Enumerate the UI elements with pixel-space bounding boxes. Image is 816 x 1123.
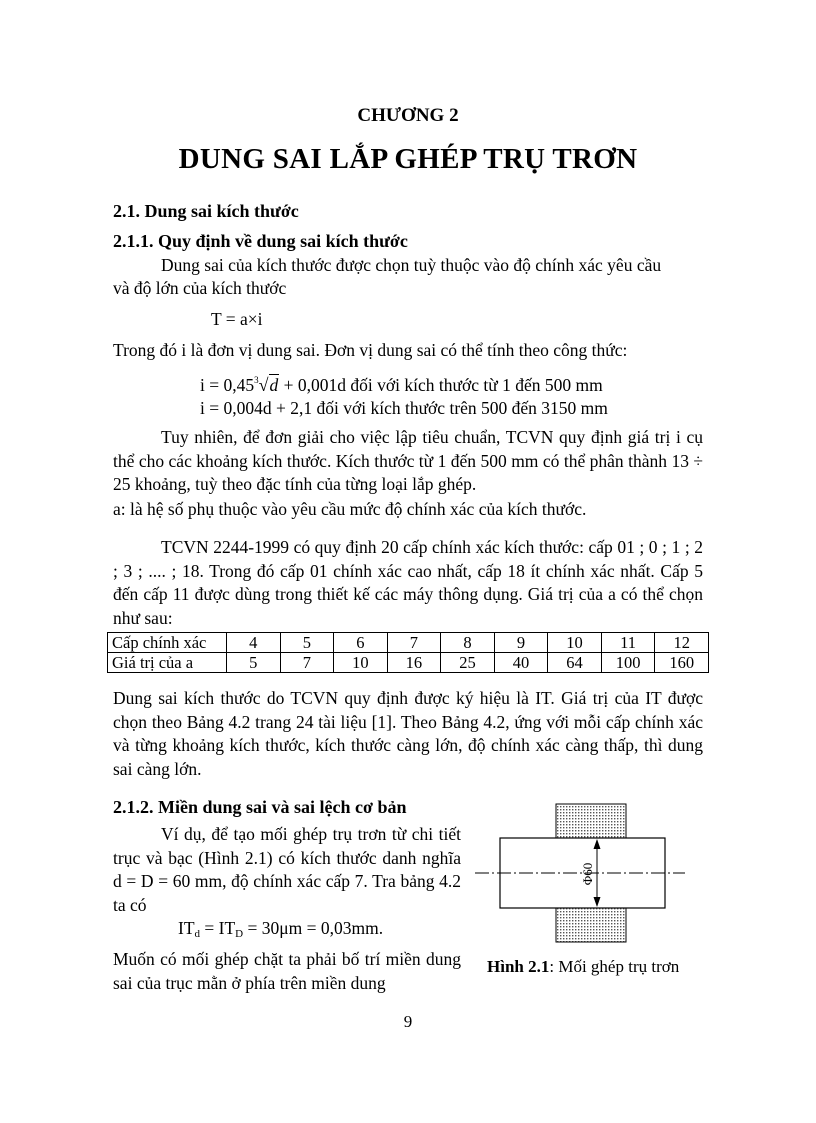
table-cell: 10 bbox=[334, 653, 388, 673]
formula-part: = 30μm = 0,03mm. bbox=[243, 918, 384, 938]
dimension-label: Φ60 bbox=[580, 862, 595, 886]
formula-unit-small bbox=[200, 369, 603, 397]
paragraph: TCVN 2244-1999 có quy định 20 cấp chính xác kích thước: cấp 01 ; 0 ; 1 ; 2 ; 3 ; .... ; 18. Trong đó cấp 01 chính xác cao nhất, cấp 18 ít chính xác nhất. Cấp 5 đến cấp 11 được dùng trong thiết kế các máy thông dụng. Giá trị của a có thể chọn như sau: bbox=[113, 537, 703, 628]
radical-sign: √ bbox=[258, 375, 269, 395]
table-cell: 16 bbox=[387, 653, 441, 673]
paragraph: Trong đó i là đơn vị dung sai. Đơn vị dung sai có thể tính theo công thức: bbox=[113, 340, 628, 360]
table-cell: 9 bbox=[494, 633, 548, 653]
formula-it bbox=[178, 917, 383, 946]
table-row bbox=[108, 633, 709, 653]
paragraph: Ví dụ, để tạo mối ghép trụ trơn từ chi tiết trục và bạc (Hình 2.1) có kích thước danh nghĩa d = D = 60 mm, độ chính xác cấp 7. Tra bảng 4.2 ta có bbox=[113, 824, 461, 915]
section-heading-2-1-1: 2.1.1. Quy định về dung sai kích thước bbox=[113, 231, 408, 251]
chapter-title: DUNG SAI LẮP GHÉP TRỤ TRƠN bbox=[178, 143, 638, 175]
subscript: D bbox=[235, 928, 244, 940]
section-heading-2-1: 2.1. Dung sai kích thước bbox=[113, 201, 299, 221]
formula-tolerance: T = a×i bbox=[211, 309, 263, 329]
table-cell: 8 bbox=[441, 633, 495, 653]
figure-caption bbox=[487, 957, 679, 977]
table-cell: 25 bbox=[441, 653, 495, 673]
table-cell: 12 bbox=[655, 633, 709, 653]
table-header-cell: Giá trị của a bbox=[108, 653, 227, 673]
table-cell: 4 bbox=[227, 633, 281, 653]
paragraph: Dung sai kích thước do TCVN quy định được ký hiệu là IT. Giá trị của IT được chọn theo Bảng 4.2 trang 24 tài liệu [1]. Theo Bảng 4.2, ứng với mỗi cấp chính xác và từng khoảng kích thước, kích thước càng lớn, độ chính xác càng thấp, thì dung sai càng lớn. bbox=[113, 688, 703, 779]
paragraph: a: là hệ số phụ thuộc vào yêu cầu mức độ chính xác của kích thước. bbox=[113, 499, 587, 519]
bushing-top-section bbox=[556, 804, 626, 838]
paragraph-line: Dung sai của kích thước được chọn tuỳ thuộc vào độ chính xác yêu cầu bbox=[161, 255, 662, 275]
root-index: 3 bbox=[254, 375, 259, 385]
table-cell: 10 bbox=[548, 633, 602, 653]
table-cell: 7 bbox=[387, 633, 441, 653]
table-header-cell: Cấp chính xác bbox=[108, 633, 227, 653]
caption-label: Hình 2.1 bbox=[487, 957, 550, 976]
page-number: 9 bbox=[403, 1012, 413, 1031]
paragraph: Tuy nhiên, để đơn giải cho việc lập tiêu chuẩn, TCVN quy định giá trị i cụ thể cho các khoảng kích thước. Kích thước từ 1 đến 500 mm có thể phân thành 13 ÷ 25 khoảng, tuỳ theo đặc tính của từng loại lắp ghép. bbox=[113, 427, 703, 494]
table-cell: 160 bbox=[655, 653, 709, 673]
section-heading-2-1-2: 2.1.2. Miền dung sai và sai lệch cơ bản bbox=[113, 797, 407, 817]
paragraph: Muốn có mối ghép chặt ta phải bố trí miền dung sai của trục mằn ở phía trên miền dung bbox=[113, 949, 461, 993]
chapter-number: CHƯƠNG 2 bbox=[357, 105, 459, 126]
formula-part: IT bbox=[178, 918, 195, 938]
caption-text: : Mối ghép trụ trơn bbox=[549, 957, 680, 976]
table-cell: 11 bbox=[601, 633, 655, 653]
table-cell: 5 bbox=[280, 633, 334, 653]
paragraph-line: và độ lớn của kích thước bbox=[113, 278, 287, 298]
table-cell: 7 bbox=[280, 653, 334, 673]
formula-part: = IT bbox=[200, 918, 236, 938]
table-cell: 64 bbox=[548, 653, 602, 673]
table-row bbox=[108, 653, 709, 673]
grade-table bbox=[107, 632, 709, 673]
formula-unit-large: i = 0,004d + 2,1 đối với kích thước trên 500 đến 3150 mm bbox=[200, 398, 608, 418]
table-cell: 40 bbox=[494, 653, 548, 673]
formula-part: + 0,001d đối với kích thước từ 1 đến 500 mm bbox=[279, 375, 603, 395]
bushing-bottom-section bbox=[556, 908, 626, 942]
table-cell: 5 bbox=[227, 653, 281, 673]
table-cell: 100 bbox=[601, 653, 655, 673]
shaft-bushing-diagram bbox=[470, 800, 690, 960]
formula-part: i = 0,45 bbox=[200, 375, 255, 395]
table-cell: 6 bbox=[334, 633, 388, 653]
subscript: d bbox=[194, 928, 201, 940]
radicand: d bbox=[269, 375, 279, 395]
